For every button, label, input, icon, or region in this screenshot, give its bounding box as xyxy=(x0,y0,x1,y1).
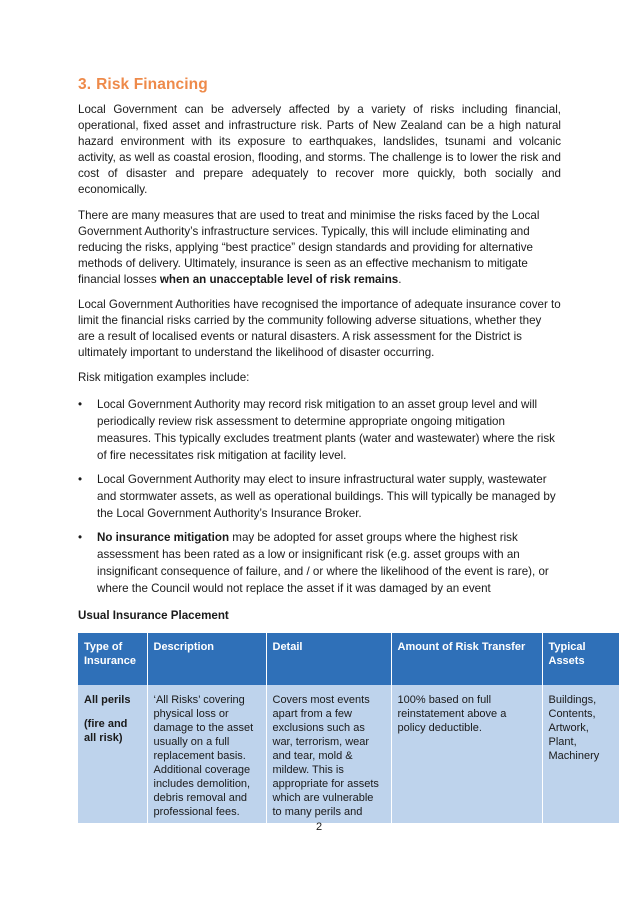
cell-amount: 100% based on full reinstatement above a policy deductible. xyxy=(391,685,542,823)
paragraph-examples-intro: Risk mitigation examples include: xyxy=(78,371,250,385)
bullet-marker: • xyxy=(78,472,83,486)
mitigation-examples-list xyxy=(78,396,561,597)
insurance-placement-table xyxy=(78,633,619,823)
list-item xyxy=(78,471,561,522)
list-item-text: Local Government Authority may elect to insure infrastructural water supply, wastewater and stormwater assets, as well as operational buildings. This will typically be managed by the Local Government Authority’s Insurance Broker. xyxy=(97,472,556,520)
section-title: Risk Financing xyxy=(96,76,208,93)
section-heading xyxy=(78,76,561,94)
list-item-text: may be adopted for asset groups where the highest risk assessment has been rated as a low or insignificant risk (e.g. asset groups with an insignificant consequence of failure, and / or where the likelihood of the event is rare), or where the Council would not replace the asset if it was damaged by an event xyxy=(97,530,549,595)
paragraph-text: There are many measures that are used to treat and minimise the risks faced by the Local Government Authority’s infrastructure services. Typically, this will include eliminating and reducing the risks, applying “best practice” design standards and providing for alternative methods of delivery. Ultimately, insurance is seen as an effective mechanism to mitigate financial losses xyxy=(78,208,540,286)
cell-detail: Covers most events apart from a few exclusions such as war, terrorism, wear and tear, mold & mildew. This is appropriate for assets which are vulnerable to many perils and xyxy=(266,685,391,823)
cell-type xyxy=(78,685,147,823)
cell-description: ‘All Risks’ covering physical loss or damage to the asset usually on a full replacement basis. Additional coverage includes demolition, debris removal and professional fees. xyxy=(147,685,266,823)
paragraph-risks-overview: Local Government can be adversely affected by a variety of risks including financial, operational, fixed asset and infrastructure risk. Parts of New Zealand can be a high natural hazard environment with its exposure to earthquakes, landslides, tsunami and volcanic activity, as well as coastal erosion, flooding, and storms. The challenge is to lower the risk and cost of disaster and prepare adequately to recover more quickly, both socially and economically. xyxy=(78,103,561,197)
column-header-detail: Detail xyxy=(266,633,391,685)
table-header-row xyxy=(78,633,619,685)
list-item xyxy=(78,396,561,464)
cell-type-line: (fire and all risk) xyxy=(84,717,128,744)
paragraph-emphasis: when an unacceptable level of risk remains xyxy=(159,272,399,286)
cell-assets: Buildings, Contents, Artwork, Plant, Machinery xyxy=(542,685,619,823)
column-header-description: Description xyxy=(147,633,266,685)
column-header-assets: Typical Assets xyxy=(542,633,619,685)
page-number: 2 xyxy=(315,821,323,833)
list-item-emphasis: No insurance mitigation xyxy=(97,530,230,544)
table-row xyxy=(78,685,619,823)
table-caption: Usual Insurance Placement xyxy=(78,608,229,622)
list-item xyxy=(78,529,561,597)
list-item-text: Local Government Authority may record risk mitigation to an asset group level and will periodically review risk assessment to determine appropriate ongoing mitigation measures. This typically excludes treatment plants (water and wastewater) where the risk of fire necessitates risk mitigation at facility level. xyxy=(97,397,555,462)
cell-type-line: All perils xyxy=(84,693,131,706)
paragraph-insurance-importance: Local Government Authorities have recognised the importance of adequate insurance cover to limit the financial risks carried by the community following adverse situations, whether they are a result of localised events or natural disasters. A risk assessment for the District is ultimately important to understand the likelihood of disaster occurring. xyxy=(78,298,561,360)
bullet-marker: • xyxy=(78,397,83,411)
section-number: 3. xyxy=(78,76,92,93)
paragraph-mitigation-measures xyxy=(78,208,561,288)
document-page xyxy=(78,76,600,823)
bullet-marker: • xyxy=(78,530,83,544)
column-header-amount: Amount of Risk Transfer xyxy=(391,633,542,685)
paragraph-end: . xyxy=(398,272,402,286)
column-header-type: Type of Insurance xyxy=(78,633,147,685)
